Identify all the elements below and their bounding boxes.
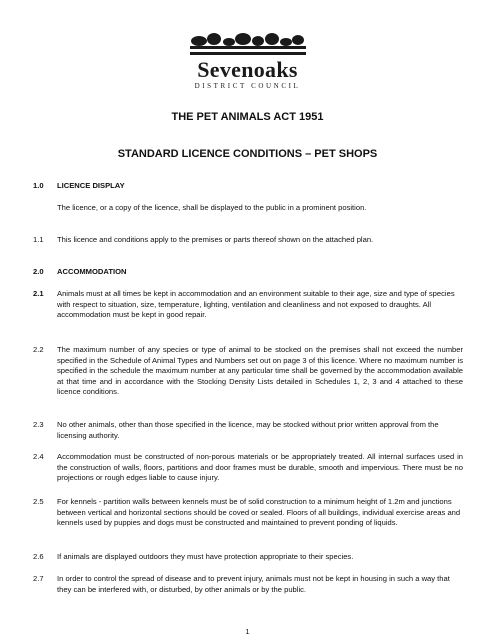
section-1-0-body	[33, 203, 463, 214]
section-text: No other animals, other than those specified in the licence, may be stocked without prior written approval from the licensing authority.	[57, 420, 439, 440]
section-2-7	[33, 574, 463, 595]
section-number: 1.0	[33, 181, 44, 190]
section-2-1	[33, 289, 463, 321]
document-title: THE PET ANIMALS ACT 1951	[171, 111, 324, 123]
section-1-0	[33, 181, 463, 192]
section-text: If animals are displayed outdoors they must have protection appropriate to their species.	[57, 552, 354, 561]
section-number: 2.7	[33, 574, 44, 583]
page-number: 1	[245, 627, 250, 636]
section-number: 2.5	[33, 497, 44, 506]
section-text: For kennels - partition walls between kennels must be of solid construction to a minimum height of 1.2m and junctions between vertical and horizontal sections should be coved or sealed. Floors of all buildings, individual exercise areas and kennels used by puppies and dogs must be constructed and maintained to prevent ponding of liquids.	[57, 497, 461, 527]
section-heading: ACCOMMODATION	[57, 267, 127, 276]
section-text: This licence and conditions apply to the premises or parts thereof shown on the attached plan.	[57, 235, 374, 244]
section-2-3	[33, 420, 463, 441]
section-number: 2.4	[33, 452, 44, 461]
section-text: Accommodation must be constructed of non-porous materials or be appropriately treated. All internal surfaces used in the construction of walls, floors, partitions and door frames must be durable, smooth and impervious. There must be no projections or rough edges liable to cause injury.	[57, 452, 463, 482]
section-2-2	[33, 345, 463, 398]
section-2-0	[33, 267, 463, 278]
section-heading: LICENCE DISPLAY	[57, 181, 125, 190]
council-logo	[0, 30, 495, 90]
section-number: 2.3	[33, 420, 44, 429]
section-text: The licence, or a copy of the licence, shall be displayed to the public in a prominent position.	[57, 203, 367, 212]
section-number: 2.1	[33, 289, 44, 298]
section-2-5	[33, 497, 463, 529]
section-text: Animals must at all times be kept in accommodation and an environment suitable to their age, size and type of species with respect to situation, size, temperature, lighting, ventilation and cleanliness and not exposed to draughts. All accommodation must be kept in good repair.	[57, 289, 455, 319]
section-2-6	[33, 552, 463, 563]
section-number: 2.2	[33, 345, 44, 354]
section-text: In order to control the spread of disease and to prevent injury, animals must not be kept in housing in such a way that they can be interfered with, or disturbed, by other animals or by the public.	[57, 574, 450, 594]
section-text: The maximum number of any species or type of animal to be stocked on the premises shall not exceed the number specified in the Schedule of Animal Types and Numbers set out on page 3 of this licence. Where no maximum number is specified in the schedule the maximum number at any particular time shall be governed by the accommodation available at that time and in accordance with the Stocking Density Lists detailed in Schedules 1, 2, 3 and 4 attached to these licence conditions.	[57, 345, 463, 396]
section-number: 1.1	[33, 235, 44, 244]
tree-row-logo-icon	[188, 30, 308, 58]
org-subtitle: DISTRICT COUNCIL	[194, 82, 301, 90]
section-number: 2.6	[33, 552, 44, 561]
org-name: Sevenoaks	[197, 57, 298, 82]
document-subtitle: STANDARD LICENCE CONDITIONS – PET SHOPS	[117, 148, 378, 160]
section-2-4	[33, 452, 463, 484]
section-1-1	[33, 235, 463, 246]
section-number: 2.0	[33, 267, 44, 276]
